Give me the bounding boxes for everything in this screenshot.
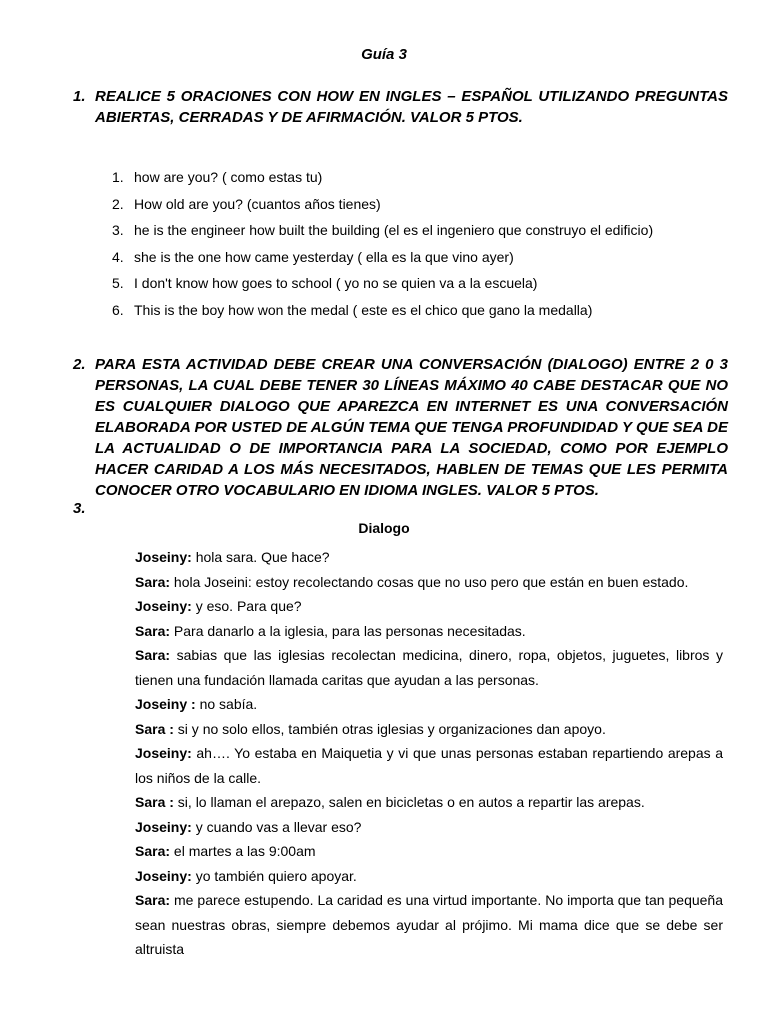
list-item-number: 4. bbox=[112, 248, 124, 265]
dialogue-line bbox=[135, 790, 723, 815]
dialogue-line bbox=[135, 594, 723, 619]
dialogue-line bbox=[135, 839, 723, 864]
dialogue-text: Para danarlo a la iglesia, para las personas necesitadas. bbox=[170, 622, 526, 639]
speaker-name: Joseiny: bbox=[135, 818, 192, 835]
speaker-name: Joseiny: bbox=[135, 598, 192, 614]
dialogue-line bbox=[135, 643, 723, 692]
list-item-text: she is the one how came yesterday ( ella es la que vino ayer) bbox=[134, 248, 514, 265]
dialogue-line bbox=[135, 717, 723, 742]
list-item-text: he is the engineer how built the building (el es el ingeniero que construyo el edificio) bbox=[134, 222, 654, 239]
list-item-number: 5. bbox=[112, 275, 124, 292]
dialogue-line bbox=[135, 545, 723, 570]
task-2-number: 2. bbox=[73, 356, 86, 373]
list-item-text: how are you? ( como estas tu) bbox=[134, 169, 323, 185]
list-item-number: 2. bbox=[112, 195, 124, 212]
list-item bbox=[112, 272, 732, 299]
dialogue-text: ah…. Yo estaba en Maiquetia y vi que unas personas estaban repartiendo arepas a los niños de la calle. bbox=[135, 745, 723, 786]
dialogue-text: si, lo llaman el arepazo, salen en bicicletas o en autos a repartir las arepas. bbox=[173, 794, 645, 810]
dialogue-text: no sabía. bbox=[195, 696, 258, 712]
list-item-text: This is the boy how won the medal ( este es el chico que gano la medalla) bbox=[134, 301, 593, 318]
task-3-number: 3. bbox=[73, 500, 86, 517]
task-1-text: REALICE 5 ORACIONES CON HOW EN INGLES – ESPAÑOL UTILIZANDO PREGUNTAS ABIERTAS, CERRADAS Y DE AFIRMACIÓN. VALOR 5 PTOS. bbox=[95, 88, 728, 126]
dialogue-text: hola sara. Que hace? bbox=[191, 549, 330, 565]
list-item bbox=[112, 246, 732, 273]
dialogue-text: y cuando vas a llevar eso? bbox=[191, 818, 362, 835]
dialogue-text: me parece estupendo. La caridad es una virtud importante. No importa que tan pequeña sean nuestras obras, siempre debemos ayudar al prójimo. Mi mama dice que se debe ser altruista bbox=[135, 892, 723, 957]
task-1 bbox=[73, 86, 728, 128]
list-item bbox=[112, 193, 732, 220]
list-item-text: I don't know how goes to school ( yo no se quien va a la escuela) bbox=[134, 275, 538, 292]
dialogue-line bbox=[135, 692, 723, 717]
speaker-name: Sara: bbox=[135, 647, 171, 663]
list-item-text: How old are you? (cuantos años tienes) bbox=[134, 195, 381, 212]
dialogue-line bbox=[135, 864, 723, 889]
list-item bbox=[112, 166, 732, 193]
task-2 bbox=[73, 354, 728, 501]
dialogue-text: yo también quiero apoyar. bbox=[191, 867, 357, 884]
speaker-name: Sara : bbox=[135, 720, 174, 737]
speaker-name: Sara : bbox=[135, 794, 174, 810]
page-title: Guía 3 bbox=[361, 46, 407, 63]
speaker-name: Joseiny : bbox=[135, 696, 196, 712]
dialogue-line bbox=[135, 888, 723, 962]
speaker-name: Joseiny: bbox=[135, 867, 192, 884]
dialogue-title: Dialogo bbox=[358, 520, 410, 536]
example-sentences-list bbox=[112, 166, 732, 326]
dialogue-line bbox=[135, 619, 723, 644]
dialogue bbox=[135, 545, 723, 962]
dialogue-text: hola Joseini: estoy recolectando cosas que no uso pero que están en buen estado. bbox=[170, 573, 689, 590]
list-item-number: 1. bbox=[112, 169, 124, 185]
dialogue-line bbox=[135, 815, 723, 840]
list-item-number: 3. bbox=[112, 222, 124, 239]
task-1-number: 1. bbox=[73, 88, 86, 105]
list-item bbox=[112, 219, 732, 246]
speaker-name: Sara: bbox=[135, 573, 171, 590]
task-2-text: PARA ESTA ACTIVIDAD DEBE CREAR UNA CONVERSACIÓN (DIALOGO) ENTRE 2 0 3 PERSONAS, LA CUAL DEBE TENER 30 LÍNEAS MÁXIMO 40 CABE DESTACAR QUE NO ES CUALQUIER DIALOGO QUE APAREZCA EN INTERNET ES UNA CONVERSACIÓN ELABORADA POR USTED DE ALGÚN TEMA QUE TENGA PROFUNDIDAD Y QUE SEA DE LA ACTUALIDAD O DE IMPORTANCIA PARA LA SOCIEDAD, COMO POR EJEMPLO HACER CARIDAD A LOS MÁS NECESITADOS, HABLEN DE TEMAS QUE LES PERMITA CONOCER OTRO VOCABULARIO EN IDIOMA INGLES. VALOR 5 PTOS. bbox=[95, 356, 728, 499]
dialogue-text: el martes a las 9:00am bbox=[170, 843, 316, 859]
speaker-name: Sara: bbox=[135, 843, 171, 859]
speaker-name: Sara: bbox=[135, 622, 171, 639]
dialogue-text: y eso. Para que? bbox=[191, 598, 302, 614]
speaker-name: Joseiny: bbox=[135, 745, 192, 761]
dialogue-line bbox=[135, 741, 723, 790]
dialogue-text: sabias que las iglesias recolectan medicina, dinero, ropa, objetos, juguetes, libros y tienen una fundación llamada caritas que ayudan a las personas. bbox=[135, 647, 723, 688]
list-item bbox=[112, 299, 732, 326]
speaker-name: Joseiny: bbox=[135, 549, 192, 565]
dialogue-line bbox=[135, 570, 723, 595]
speaker-name: Sara: bbox=[135, 892, 171, 908]
dialogue-text: si y no solo ellos, también otras iglesias y organizaciones dan apoyo. bbox=[173, 720, 606, 737]
list-item-number: 6. bbox=[112, 301, 124, 318]
